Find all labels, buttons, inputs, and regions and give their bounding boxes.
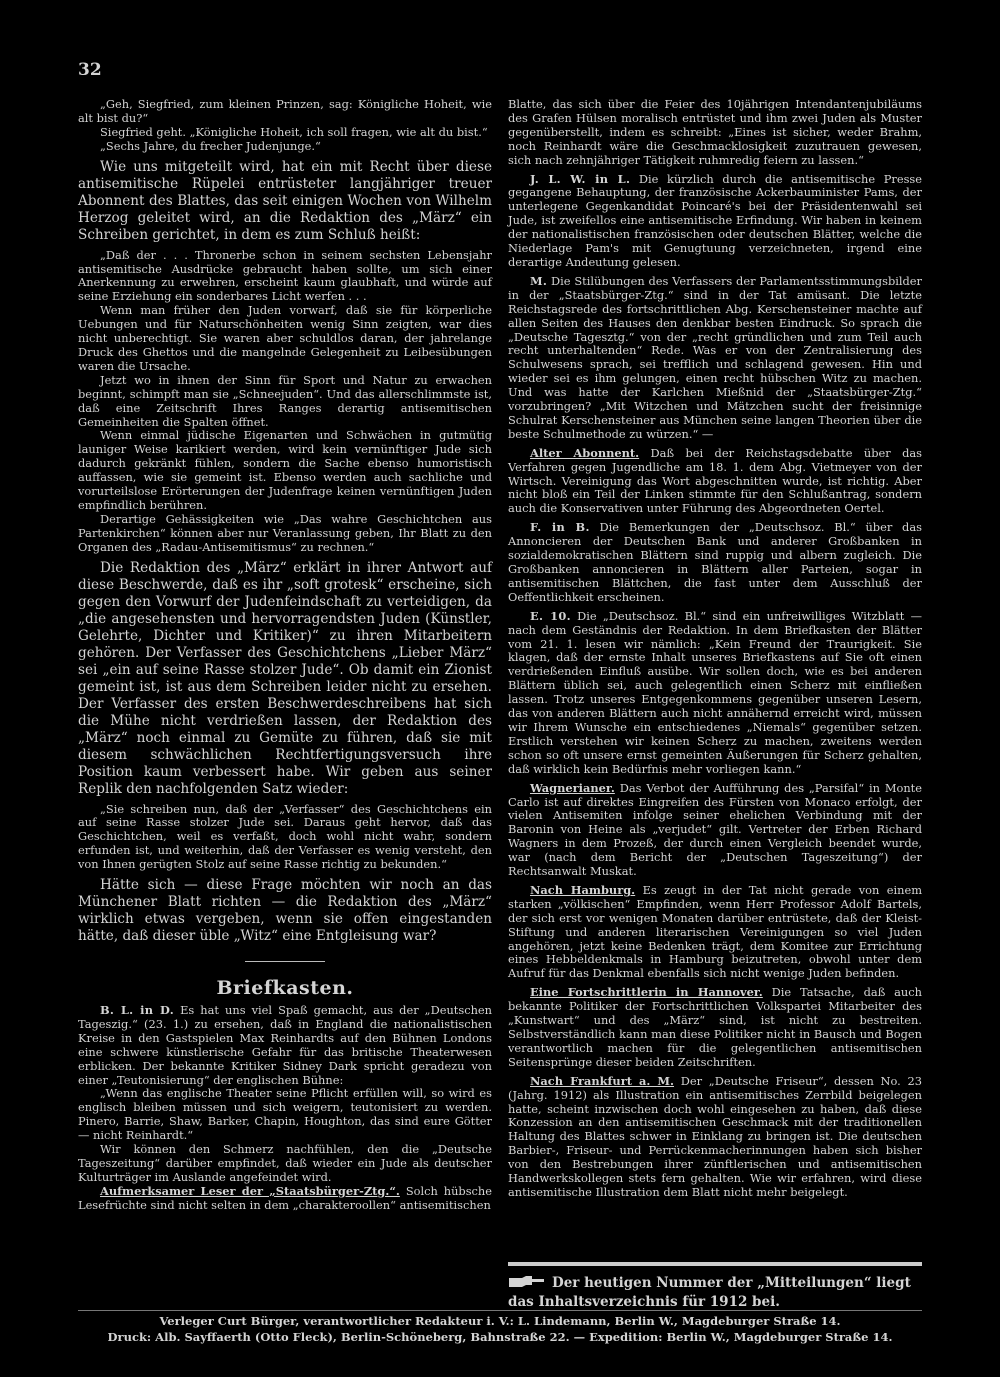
entry-text: Die Bemerkungen der „Deutschsoz. Bl.“ über das Annoncieren der Deutschen Bank und anderer Großbanken in sozialdemokratischen Blättern sind ruppig und albern zugleich. Die Großbanken annoncieren in Blättern aller Parteien, sogar in antisemitischen Blättchen, die fast unter dem Ausschluß der Oeffentlichkeit erscheinen.	[508, 520, 922, 604]
entry-lead: J. L. W. in L.	[530, 171, 631, 186]
letter-entry	[508, 986, 922, 1069]
letter-entry	[508, 884, 922, 981]
letter-entry	[508, 610, 922, 777]
quote-paragraph: Wenn man früher den Juden vorwarf, daß sie für körperliche Uebungen und für Naturschönheiten wenig Sinn zeigten, war dies nicht unberechtigt. Sie waren aber schuldlos daran, der jahrelange Druck des Ghettos und die mangelnde Gelegenheit zu Leibesübungen waren die Ursache.	[78, 303, 492, 373]
quote-paragraph: „Sie schreiben nun, daß der „Verfasser“ des Geschichtchens ein auf seine Rasse stolzer Jude sei. Daraus geht hervor, daß das Geschichtchen, weil es verfaßt, doch wohl nicht wahr, sondern erfunden ist, und weiterhin, daß der Verfasser es wenig versteht, den von Ihnen gerügten Stolz auf seine Rasse richtig zu bekunden.“	[78, 801, 492, 872]
letter-entry	[508, 173, 922, 270]
imprint-line: Verleger Curt Bürger, verantwortlicher Redakteur i. V.: L. Lindemann, Berlin W., Magdeburger Straße 14.	[159, 1314, 841, 1328]
paragraph: „Sechs Jahre, du frecher Judenjunge.“	[100, 138, 321, 153]
footer-divider	[78, 1310, 922, 1311]
entry-text: Die „Deutschsoz. Bl.“ sind ein unfreiwilliges Witzblatt — nach dem Geständnis der Redaktion. In dem Briefkasten der Blätter vom 21. 1. lesen wir nämlich: „Kein Freund der Traurigkeit. Sie klagen, daß der ernste Inhalt unseres Briefkastens auf Sie oft einen verdrießenden Einfluß ausübe. Wir sollen doch, wie es bei anderen Blättern üblich sei, auch gelegentlich einen Scherz mit einfließen lassen. Trotz unseres Entgegenkommens gegenüber unseren Lesern, das von anderen Blättern auch nicht annähernd erreicht wird, müssen wir Ihrem Wunsche ein entschiedenes „Niemals“ gegenüber setzen. Erstlich verstehen wir keinen Scherz zu machen, zweitens werden schon so oft unsere ernst gemeinten Äußerungen für Scherz gehalten, daß wirklich kein Bedürfnis mehr vorliegen kann.“	[508, 608, 922, 776]
quote-paragraph: „Wenn das englische Theater seine Pflicht erfüllen will, so wird es englisch bleiben müssen und sich weigern, teutonisiert zu werden. Pinero, Barrie, Shaw, Barker, Chapin, Houghton, das sind eure Götter — nicht Reinhardt.“	[78, 1086, 492, 1143]
left-column	[78, 98, 492, 1213]
entry-text: Die Stilübungen des Verfassers der Parlamentsstimmungsbilder in der „Staatsbürger-Ztg.“ sind in der Tat amüsant. Die letzte Reichstagsrede des fortschrittlichen Abg. Kerschensteiner machte auf allen Seiten des Hauses den denkbar besten Eindruck. So sprach die „Deutsche Tagesztg.“ von der „recht gründlichen und zum Teil auch recht unterhaltenden“ Rede. Was er von der Zentralisierung des Schulwesens sprach, sei trefflich und schlagend gewesen. Hin und wieder sei es ihm gelungen, einen recht hübschen Witz zu machen. Und was hatte der Karlchen Mießnid der „Staatsbürger-Ztg.“ vorzubringen? „Mit Witzchen und Mätzchen sucht der freisinnige Schulrat Kerschensteiner aus München seine langen Theorien über die beste Schulmethode zu würzen.“ —	[508, 273, 922, 441]
right-column	[508, 98, 922, 1200]
letter-entry	[508, 1075, 922, 1200]
entry-text: Das Verbot der Aufführung des „Parsifal“ in Monte Carlo ist auf direktes Eingreifen des Fürsten von Monaco erfolgt, der vielen Antisemiten infolge seiner ehelichen Verbindung mit der Baronin von Heine als „verjudet“ gilt. Vertreter der Erben Richard Wagners in dem Prozeß, der durch einen Vergleich beendet wurde, war (nach dem Bericht der „Deutschen Tageszeitung“) der Rechtsanwalt Muskat.	[508, 780, 923, 879]
paragraph: Hätte sich — diese Frage möchten wir noch an das Münchener Blatt richten — die Redaktion des „März“ wirklich etwas vergeben, wenn sie offen eingestanden hätte, daß dieser üble „Witz“ eine Entgleisung war?	[78, 877, 492, 945]
pointing-hand-icon	[508, 1275, 546, 1289]
letter-entry	[78, 1004, 492, 1087]
entry-lead: Wagnerianer.	[530, 780, 615, 795]
entry-text: Daß bei der Reichstagsdebatte über das Verfahren gegen Jugendliche am 18. 1. dem Abg. Vietmeyer von der Wirtsch. Vereinigung das Wort abgeschnitten wurde, ist richtig. Aber nicht bloß ein Teil der Linken stimmte für den Schlußantrag, sondern auch die Konservativen unter Führung des Abgeordneten Oertel.	[508, 445, 922, 516]
entry-lead: M.	[530, 273, 548, 288]
notice-text: Der heutigen Nummer der „Mitteilungen“ liegt das Inhaltsverzeichnis für 1912 bei.	[508, 1275, 911, 1310]
paragraph: Wie uns mitgeteilt wird, hat ein mit Recht über diese antisemitische Rüpelei entrüsteter langjähriger treuer Abonnent des Blattes, das seit einigen Wochen von Wilhelm Herzog geleitet wird, an die Redaktion des „März“ ein Schreiben gerichtet, in dem es zum Schluß heißt:	[78, 158, 492, 243]
quote-paragraph: Derartige Gehässigkeiten wie „Das wahre Geschichtchen aus Partenkirchen“ können aber nur Veranlassung geben, Ihr Blatt zu den Organen des „Radau-Antisemitismus“ zu rechnen.“	[78, 511, 492, 554]
paragraph: „Geh, Siegfried, zum kleinen Prinzen, sag: Königliche Hoheit, wie alt bist du?“	[78, 97, 492, 125]
letter-entry	[508, 275, 922, 442]
paragraph: Siegfried geht. „Königliche Hoheit, ich soll fragen, wie alt du bist.“	[100, 124, 488, 139]
entry-lead: E. 10.	[530, 608, 571, 623]
imprint-line: Druck: Alb. Sayffaerth (Otto Fleck), Berlin-Schöneberg, Bahnstraße 22. — Expedition: Berlin W., Magdeburger Straße 14.	[107, 1330, 893, 1344]
entry-lead: Aufmerksamer Leser der „Staatsbürger-Ztg.“.	[100, 1183, 400, 1198]
letter-entry	[78, 1185, 492, 1213]
entry-text: Die Tatsache, daß auch bekannte Politiker der Fortschrittlichen Volkspartei Mitarbeiter des „Kunstwart“ und des „März“ sind, ist nicht zu bestreiten. Selbstverständlich kann man diese Politiker nicht in Bausch und Bogen verantwortlich machen für die gelegentlichen antisemitischen Seitensprünge dieser beiden Zeitschriften.	[508, 985, 922, 1069]
entry-lead: Nach Hamburg.	[530, 882, 636, 897]
entry-text: Die kürzlich durch die antisemitische Presse gegangene Behauptung, der französische Ackerbauminister Pams, der unterlegene Gegenkandidat Poincaré's bei der Präsidentenwahl sei Jude, ist zweifellos eine antisemitische Erfindung. Wir haben in keinem der nationalistischen französischen oder deutschen Blätter, welche die Niederlage Pam's mit Genugtuung verzeichneten, irgend eine derartige Andeutung gelesen.	[508, 171, 922, 269]
supplement-notice	[508, 1262, 922, 1312]
section-divider	[245, 961, 325, 962]
entry-lead: B. L. in D.	[100, 1003, 175, 1017]
letter-entry	[508, 447, 922, 517]
page-number: 32	[78, 60, 102, 80]
section-title: Briefkasten.	[216, 977, 354, 1000]
letter-entry	[508, 782, 922, 879]
quote-paragraph: Wenn einmal jüdische Eigenarten und Schwächen in gutmütig launiger Weise karikiert werden, wird kein vernünftiger Jude sich dadurch gekränkt fühlen, sondern die Sache ebenso humoristisch auffassen, wie sie gemeint ist. Ebenso werden auch sachliche und vorurteilslose Erörterungen der Judenfrage keinen vernünftigen Juden empfindlich berühren.	[78, 428, 492, 512]
entry-text: Der „Deutsche Friseur“, dessen No. 23 (Jahrg. 1912) als Illustration ein antisemitisches Zerrbild beigelegen hatte, scheint inzwischen doch wohl eingesehen zu haben, daß diese Konzession an den antisemitischen Geschmack mit der traditionellen Haltung des Blattes schwer in Einklang zu bringen ist. Die deutschen Barbier-, Friseur- und Perrückenmacherinnungen haben sich bisher von den Bestrebungen ihrer zünftlerischen und antisemitischen Handwerkskollegen stets fern gehalten. Wie wir erfahren, wird diese antisemitische Illustration dem Blatt nicht mehr beigelegt.	[508, 1073, 922, 1199]
paragraph: Wir können den Schmerz nachfühlen, den die „Deutsche Tageszeitung“ darüber empfindet, daß wieder ein Jude als deutscher Kulturträger im Auslande angefeindet wird.	[78, 1142, 492, 1184]
letter-entry	[508, 521, 922, 604]
paragraph: Die Redaktion des „März“ erklärt in ihrer Antwort auf diese Beschwerde, daß es ihr „soft grotesk“ erscheine, sich gegen den Vorwurf der Judenfeindschaft zu verteidigen, da „die angesehensten und hervorragendsten Juden (Künstler, Gelehrte, Dichter und Kritiker)“ zu ihren Mitarbeitern gehören. Der Verfasser des Geschichtchens „Lieber März“ sei „ein auf seine Rasse stolzer Jude“. Ob damit ein Zionist gemeint ist, ist aus dem Schreiben leider nicht zu ersehen. Der Verfasser des ersten Beschwerdeschreibens hat sich die Mühe nicht verdrießen lassen, der Redaktion des „März“ noch einmal zu Gemüte zu führen, daß sie mit diesem schwächlichen Rechtfertigungsversuch ihre Position kaum verbessert habe. Wir geben aus seiner Replik den nachfolgenden Satz wieder:	[78, 559, 492, 797]
entry-lead: Eine Fortschrittlerin in Hannover.	[530, 985, 763, 1000]
imprint	[78, 1310, 922, 1345]
paragraph: Blatte, das sich über die Feier des 10jährigen Intendantenjubiläums des Grafen Hülsen moralisch entrüstet und ihm zwei Juden als Muster gegenüberstellt, indem es schreibt: „Eines ist sicher, weder Brahm, noch Reinhardt wäre die Geschmacklosigkeit zuzutrauen gewesen, sich nach zehnjähriger Tätigkeit ruhmredig feiern zu lassen.“	[508, 97, 922, 167]
quote-paragraph: Jetzt wo in ihnen der Sinn für Sport und Natur zu erwachen beginnt, schimpft man sie „Schneejuden“. Und das allerschlimmste ist, daß eine Zeitschrift Ihres Ranges derartig antisemitischen Gemeinheiten die Spalten öffnet.	[78, 372, 492, 429]
entry-text: Solch hübsche Lesefrüchte sind nicht selten in dem „charakteroollen“ antisemitischen	[78, 1183, 493, 1212]
entry-lead: F. in B.	[530, 520, 590, 535]
entry-text: Es hat uns viel Spaß gemacht, aus der „Deutschen Tageszig.“ (23. 1.) zu ersehen, daß in England die nationalistischen Kreise in den Gastspielen Max Reinhardts auf den Bühnen Londons eine schwere künstlerische Gefahr für das britische Theaterwesen erblicken. Der bekannte Kritiker Sidney Dark spricht geradezu von einer „Teutonisierung“ der englischen Bühne:	[78, 1003, 493, 1087]
entry-lead: Alter Abonnent.	[530, 445, 640, 460]
entry-lead: Nach Frankfurt a. M.	[530, 1073, 675, 1088]
entry-text: Es zeugt in der Tat nicht gerade von einem starken „völkischen“ Empfinden, wenn Herr Professor Adolf Bartels, der sich erst vor wenigen Monaten darüber entrüstete, daß der Kleist-Stiftung und anderen literarischen Vereinigungen so viel Juden angehören, jetzt keine Bedenken trägt, dem Komitee zur Errichtung eines Hebbeldenkmals in Hamburg beizutreten, obwohl unter dem Aufruf für das Denkmal ebenfalls sich nicht wenige Juden befinden.	[508, 882, 923, 981]
quote-paragraph: „Daß der . . . Thronerbe schon in seinem sechsten Lebensjahr antisemitische Ausdrücke gebraucht haben sollte, um sich einer Anerkennung zu erwehren, erscheint kaum glaubhaft, und würde auf seine Erziehung ein sonderbares Licht werfen . . .	[78, 247, 492, 304]
